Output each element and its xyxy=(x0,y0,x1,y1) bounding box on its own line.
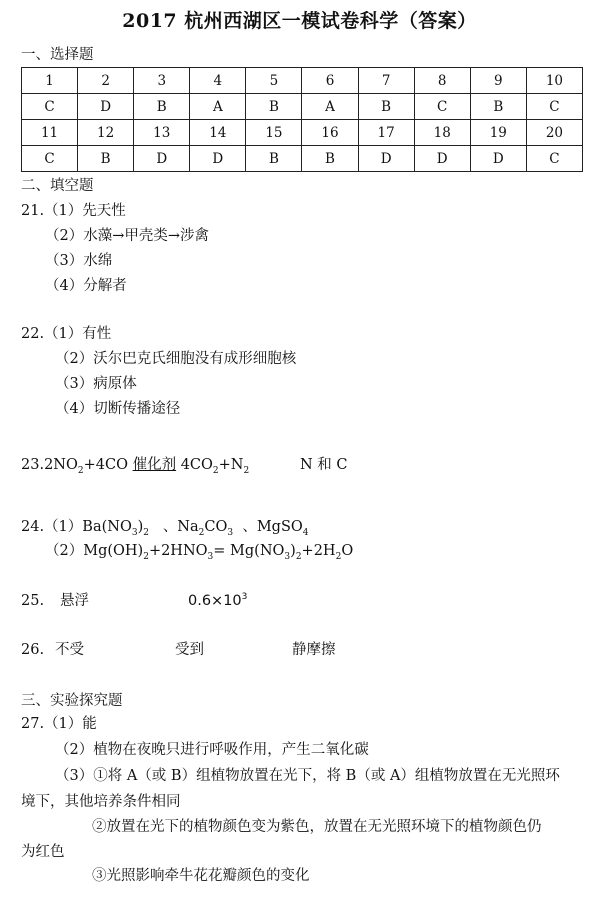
table-cell: 8 xyxy=(414,68,470,94)
table-cell: D xyxy=(414,146,470,172)
table-cell: 4 xyxy=(190,68,246,94)
table-cell: C xyxy=(22,146,78,172)
table-cell: D xyxy=(134,146,190,172)
table-cell: D xyxy=(78,94,134,120)
table-cell: C xyxy=(526,146,582,172)
table-cell: 18 xyxy=(414,120,470,146)
table-cell: 14 xyxy=(190,120,246,146)
table-cell: 3 xyxy=(134,68,190,94)
table-row-numbers xyxy=(22,68,583,94)
table-cell: D xyxy=(190,146,246,172)
table-cell: B xyxy=(470,94,526,120)
q21-line-2: （2）水藻→甲壳类→涉禽 xyxy=(45,228,210,244)
table-cell: 15 xyxy=(246,120,302,146)
table-cell: B xyxy=(78,146,134,172)
table-cell: 12 xyxy=(78,120,134,146)
q22-line-3: （3）病原体 xyxy=(55,376,137,392)
table-cell: C xyxy=(414,94,470,120)
q27-line-6: 为红色 xyxy=(21,844,65,860)
q27-line-1: 27.（1）能 xyxy=(21,716,97,732)
table-cell: 17 xyxy=(358,120,414,146)
table-cell: 11 xyxy=(22,120,78,146)
table-cell: B xyxy=(246,146,302,172)
q27-line-4: 境下，其他培养条件相同 xyxy=(21,794,181,810)
q26-answer-1: 不受 xyxy=(55,642,84,658)
q25-answer-2: $0.6\times 10^3$ xyxy=(188,592,248,609)
table-cell: 19 xyxy=(470,120,526,146)
q22-line-4: （4）切断传播途径 xyxy=(55,401,181,417)
catalyst-label: 催化剂 xyxy=(132,457,177,473)
table-row-numbers xyxy=(22,120,583,146)
q22-line-2: （2）沃尔巴克氏细胞没有成形细胞核 xyxy=(55,351,297,367)
table-cell: 1 xyxy=(22,68,78,94)
q26-answer-3: 静摩擦 xyxy=(292,642,336,658)
q27-line-5: ②放置在光下的植物颜色变为紫色，放置在无光照环境下的植物颜色仍 xyxy=(92,819,542,835)
q26-answer-2: 受到 xyxy=(175,642,204,658)
q23-answer-2: N 和 C xyxy=(300,457,348,473)
section-3-heading: 三、实验探究题 xyxy=(21,693,123,709)
q21-line-4: （4）分解者 xyxy=(45,278,127,294)
q22-line-1: 22.（1）有性 xyxy=(21,326,112,342)
q27-line-3: （3）①将 A（或 B）组植物放置在光下，将 B（或 A）组植物放置在无光照环 xyxy=(55,768,560,784)
q23-number: 23. xyxy=(21,457,45,473)
table-cell: 16 xyxy=(302,120,358,146)
q24-line-1: $24.(1)Ba(NO_3)_2$ 、$Na_2CO_3$ 、MgSO$_4$ xyxy=(21,519,309,538)
table-cell: C xyxy=(526,94,582,120)
table-cell: 9 xyxy=(470,68,526,94)
q21-line-3: （3）水绵 xyxy=(45,253,113,269)
q24-line-2: $(2)Mg(OH)_2+2HNO_3= Mg(NO_3)_2+2H_2O$ xyxy=(45,543,354,562)
q25-number: 25. xyxy=(21,593,45,609)
table-cell: 13 xyxy=(134,120,190,146)
page-title: 2017 杭州西湖区一模试卷科学（答案） xyxy=(122,10,477,32)
table-cell: D xyxy=(358,146,414,172)
table-cell: D xyxy=(470,146,526,172)
table-cell: 20 xyxy=(526,120,582,146)
table-cell: C xyxy=(22,94,78,120)
table-cell: B xyxy=(134,94,190,120)
q26-number: 26. xyxy=(21,642,45,658)
section-2-heading: 二、填空题 xyxy=(21,178,94,194)
table-row-answers xyxy=(22,146,583,172)
q27-line-7: ③光照影响牵牛花花瓣颜色的变化 xyxy=(92,868,310,884)
table-cell: 2 xyxy=(78,68,134,94)
table-cell: B xyxy=(302,146,358,172)
table-cell: A xyxy=(302,94,358,120)
table-row-answers xyxy=(22,94,583,120)
answer-table xyxy=(21,67,583,172)
q21-line-1: 21.（1）先天性 xyxy=(21,203,126,219)
table-cell: B xyxy=(358,94,414,120)
table-cell: 10 xyxy=(526,68,582,94)
q27-line-2: （2）植物在夜晚只进行呼吸作用，产生二氧化碳 xyxy=(55,742,369,758)
q25-answer-1: 悬浮 xyxy=(60,593,89,609)
table-cell: B xyxy=(246,94,302,120)
table-cell: A xyxy=(190,94,246,120)
table-cell: 6 xyxy=(302,68,358,94)
section-1-heading: 一、选择题 xyxy=(21,47,94,63)
q23-equation: $23.2NO_2+4CO$ 催化剂 $4CO_2+N_2$ xyxy=(21,457,250,476)
table-cell: 5 xyxy=(246,68,302,94)
table-cell: 7 xyxy=(358,68,414,94)
